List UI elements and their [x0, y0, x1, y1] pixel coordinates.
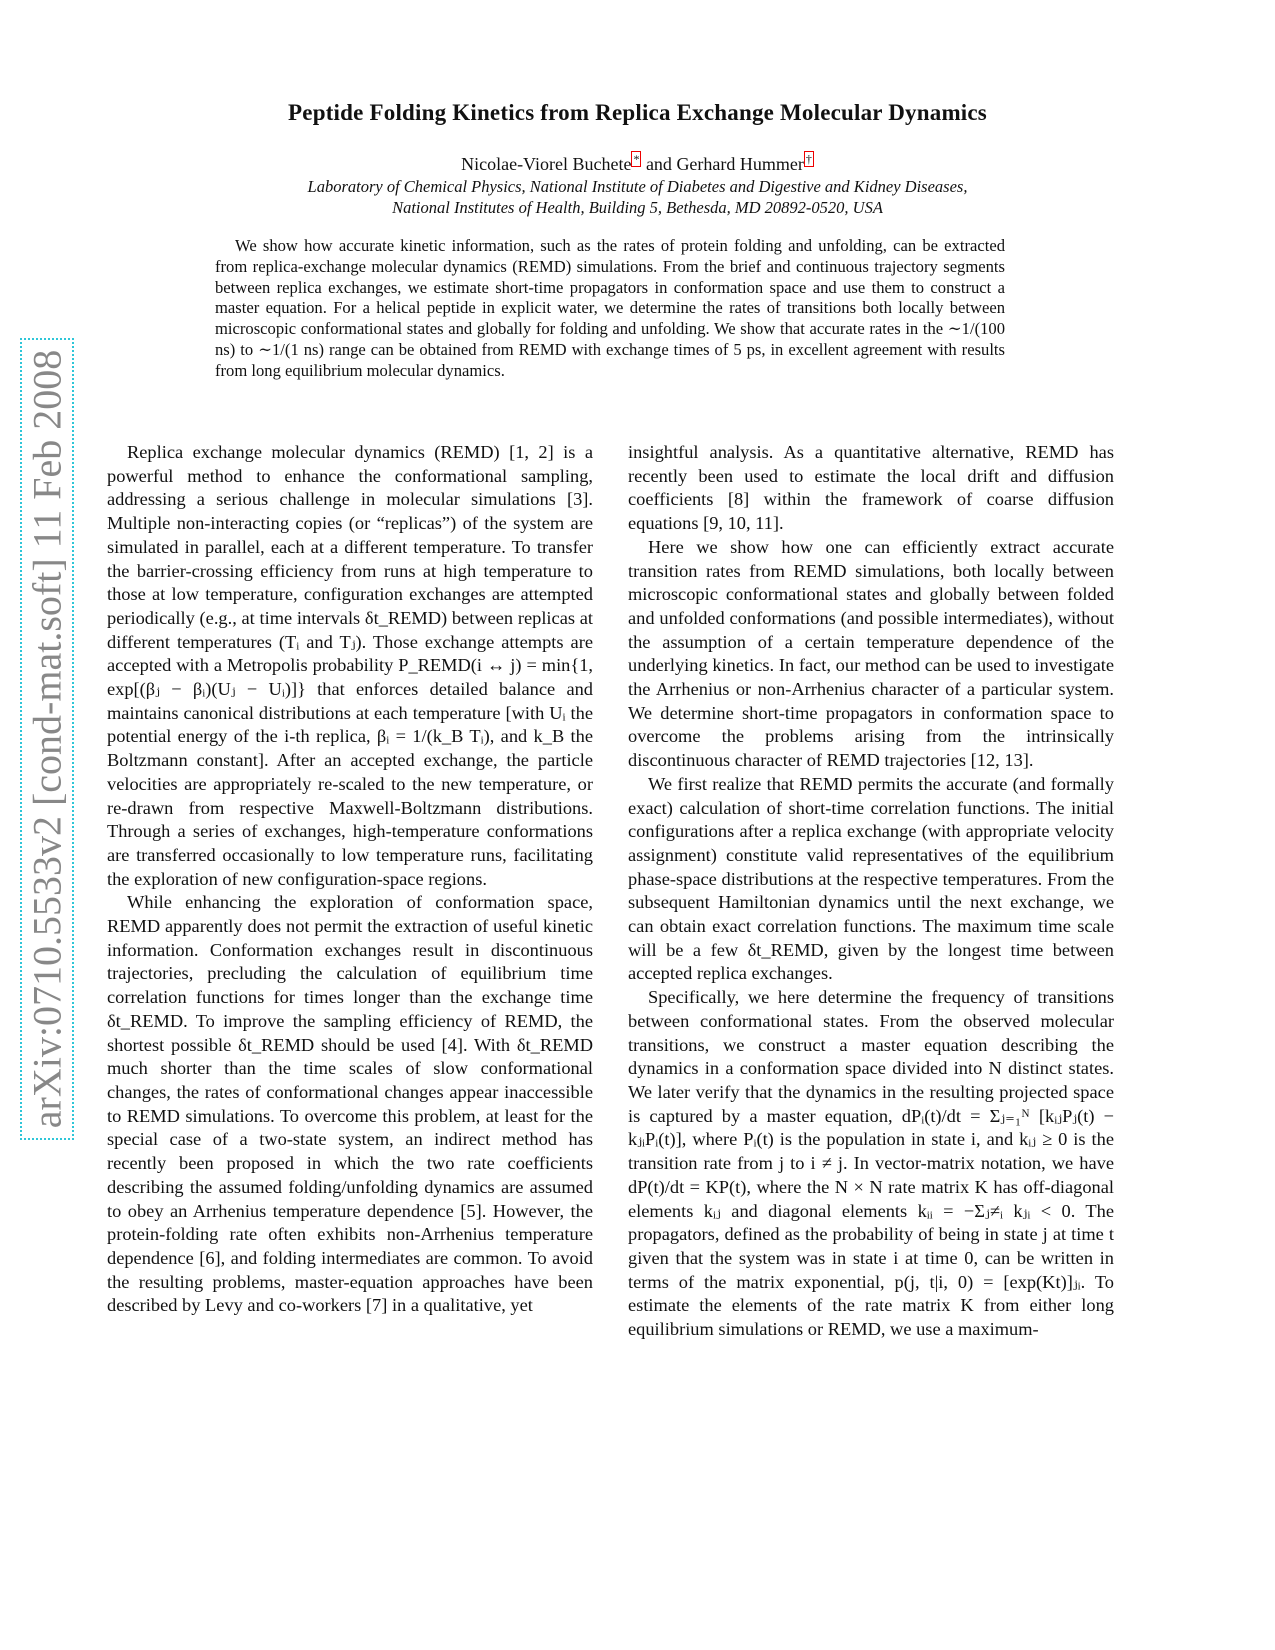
body-paragraph: While enhancing the exploration of conformation space, REMD apparently does not permit the extraction of useful kinetic information. Conformation exchanges result in discontinuous trajectories, precluding the calculation of equilibrium time correlation functions for times longer than the exchange time δt_REMD. To improve the sampling efficiency of REMD, the shortest possible δt_REMD should be used [4]. With δt_REMD much shorter than the time scales of slow conformational changes, the rates of conformational changes appear inaccessible to REMD simulations. To overcome this problem, at least for the special case of a two-state system, an indirect method has recently been proposed in which the two rate coefficients describing the assumed folding/unfolding dynamics are assumed to obey an Arrhenius temperature dependence [5]. However, the protein-folding rate often exhibits non-Arrhenius temperature dependence [6], and folding intermediates are common. To avoid the resulting problems, master-equation approaches have been described by Levy and co-workers [7] in a qualitative, yet [107, 892, 593, 1316]
right-column [628, 441, 1114, 1342]
body-paragraph: We first realize that REMD permits the accurate (and formally exact) calculation of short-time correlation functions. The initial configurations after a replica exchange (with appropriate velocity assignment) constitute valid representatives of the equilibrium phase-space distributions at the respective temperatures. From the subsequent Hamiltonian dynamics until the next exchange, we can obtain exact correlation functions. The maximum time scale will be a few δt_REMD, given by the longest time between accepted replica exchanges. [628, 773, 1114, 984]
body-paragraph: Here we show how one can efficiently extract accurate transition rates from REMD simulations, both locally between microscopic conformational states and globally between folded and unfolded conformations (and possible intermediates), without the assumption of a certain temperature dependence of the underlying kinetics. In fact, our method can be used to investigate the Arrhenius or non-Arrhenius character of a particular system. We determine short-time propagators in conformation space to overcome the problems arising from the intrinsically discontinuous character of REMD trajectories [12, 13]. [628, 536, 1114, 771]
author-line [0, 152, 1275, 175]
footnote-link[interactable]: * [633, 152, 640, 166]
author-separator: and [641, 154, 677, 174]
abstract: We show how accurate kinetic information, such as the rates of protein folding and unfolding, can be extracted from replica-exchange molecular dynamics (REMD) simulations. From the brief and continuous trajectory segments between replica exchanges, we estimate short-time propagators in conformation space and use them to construct a master equation. For a helical peptide in explicit water, we determine the rates of transitions both locally between microscopic conformational states and globally for folding and unfolding. We show that accurate rates in the ∼1/(100 ns) to ∼1/(1 ns) range can be obtained from REMD with exchange times of 5 ps, in excellent agreement with results from long equilibrium molecular dynamics. [215, 236, 1005, 380]
affiliation-line: Laboratory of Chemical Physics, National Institute of Diabetes and Digestive and Kidney Diseases, [307, 177, 968, 196]
left-column [107, 441, 593, 1318]
body-paragraph: insightful analysis. As a quantitative alternative, REMD has recently been used to estimate the local drift and diffusion coefficients [8] within the framework of coarse diffusion equations [9, 10, 11]. [628, 442, 1114, 534]
affiliation-line: National Institutes of Health, Building 5, Bethesda, MD 20892-0520, USA [392, 198, 883, 217]
arxiv-stamp [20, 338, 74, 1140]
paper-title: Peptide Folding Kinetics from Replica Exchange Molecular Dynamics [288, 100, 987, 125]
body-paragraph: Specifically, we here determine the frequency of transitions between conformational states. From the observed molecular transitions, we construct a master equation describing the dynamics in a conformation space divided into N distinct states. We later verify that the dynamics in the resulting projected space is captured by a master equation, dPᵢ(t)/dt = Σⱼ₌₁ᴺ [kᵢⱼPⱼ(t) − kⱼᵢPᵢ(t)], where Pᵢ(t) is the population in state i, and kᵢⱼ ≥ 0 is the transition rate from j to i ≠ j. In vector-matrix notation, we have dP(t)/dt = KP(t), where the N × N rate matrix K has off-diagonal elements kᵢⱼ and diagonal elements kᵢᵢ = −Σⱼ≠ᵢ kⱼᵢ < 0. The propagators, defined as the probability of being in state j at time t given that the system was in state i at time 0, can be written in terms of the matrix exponential, p(j, t|i, 0) = [exp(Kt)]ⱼᵢ. To estimate the elements of the rate matrix K from either long equilibrium simulations or REMD, we use a maximum- [628, 987, 1114, 1340]
affiliation [0, 176, 1275, 218]
footnote-link[interactable]: † [805, 152, 812, 166]
author-name: Gerhard Hummer [676, 154, 804, 174]
arxiv-identifier[interactable]: arXiv:0710.5533v2 [cond-mat.soft] 11 Feb 2008 [24, 349, 70, 1129]
author-name: Nicolae-Viorel Buchete [461, 154, 632, 174]
body-paragraph: Replica exchange molecular dynamics (REMD) [1, 2] is a powerful method to enhance the conformational sampling, addressing a serious challenge in molecular simulations [3]. Multiple non-interacting copies (or “replicas”) of the system are simulated in parallel, each at a different temperature. To transfer the barrier-crossing efficiency from runs at high temperature to those at low temperature, configuration exchanges are attempted periodically (e.g., at time intervals δt_REMD) between replicas at different temperatures (Tᵢ and Tⱼ). Those exchange attempts are accepted with a Metropolis probability P_REMD(i ↔ j) = min{1, exp[(βⱼ − βᵢ)(Uⱼ − Uᵢ)]} that enforces detailed balance and maintains canonical distributions at each temperature [with Uᵢ the potential energy of the i-th replica, βᵢ = 1/(k_B Tᵢ), and k_B the Boltzmann constant]. After an accepted exchange, the particle velocities are appropriately re-scaled to the new temperature, or re-drawn from respective Maxwell-Boltzmann distributions. Through a series of exchanges, high-temperature conformations are transferred occasionally to low temperature runs, facilitating the exploration of new configuration-space regions. [107, 442, 593, 889]
